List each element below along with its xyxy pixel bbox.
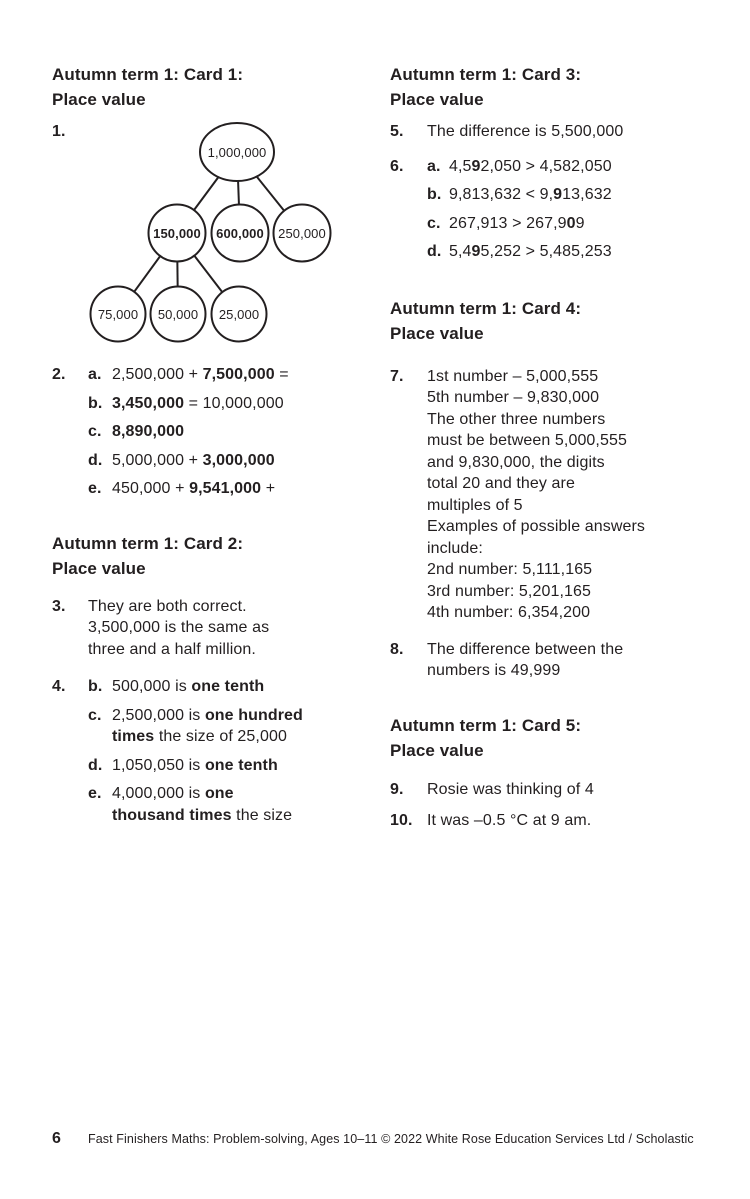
number-tree-diagram (78, 118, 340, 350)
item-content (88, 364, 367, 500)
answer-item-3 (52, 596, 367, 661)
letter-text (112, 450, 275, 472)
text-line (449, 241, 612, 263)
tree-label-bottom-2: 50,000 (157, 307, 199, 322)
answer-bold-text: one tenth (191, 678, 265, 695)
letter-label: a. (427, 157, 441, 175)
section-title: Autumn term 1: Card 4: (390, 298, 582, 318)
letter-row (427, 184, 730, 206)
text-line (427, 409, 730, 431)
letter-label: c. (427, 214, 441, 232)
letter-row (427, 156, 730, 178)
section-heading-card2 (52, 531, 367, 581)
text-line (427, 602, 730, 624)
item-number: 6. (390, 157, 404, 175)
page-number: 6 (52, 1130, 61, 1147)
item-text (427, 810, 730, 832)
letter-row (88, 676, 367, 698)
text-line (88, 639, 367, 661)
item-text (427, 779, 730, 801)
answer-item-7 (390, 366, 730, 624)
letter-label: d. (88, 756, 103, 774)
answer-text: 4,000,000 is (112, 785, 205, 802)
letter-label: d. (88, 451, 103, 469)
item-text (427, 639, 730, 682)
item-text (88, 596, 367, 661)
letter-text (449, 156, 612, 178)
text-line (427, 639, 730, 661)
text-line (427, 810, 730, 832)
item-text (427, 121, 730, 143)
answer-text: 267,913 > 267,9 (449, 214, 567, 232)
section-title: Autumn term 1: Card 2: (52, 533, 244, 553)
section-title: Autumn term 1: Card 1: (52, 65, 244, 84)
section-title: Autumn term 1: Card 3: (390, 65, 582, 84)
text-line (112, 705, 303, 727)
right-column (390, 62, 730, 832)
letter-label: c. (88, 706, 102, 724)
item-number: 9. (390, 780, 404, 798)
answer-text: The other three numbers (427, 410, 606, 428)
letter-label: e. (88, 480, 102, 497)
text-line (88, 617, 367, 639)
letter-label: e. (88, 785, 102, 802)
answer-text: and 9,830,000, the digits (427, 453, 605, 471)
answer-bold-text: one (204, 785, 234, 802)
answer-text: 2nd number: 5,111,165 (427, 561, 593, 578)
text-line (427, 779, 730, 801)
letter-row (88, 478, 367, 500)
text-line (427, 121, 730, 143)
answer-text: 5,4 (449, 243, 472, 260)
text-line (427, 660, 730, 682)
text-line (88, 596, 367, 618)
answer-item-2 (52, 364, 367, 500)
letter-text (449, 184, 612, 206)
text-line (427, 452, 730, 474)
copyright-credit: Fast Finishers Maths: Problem-solving, Ages 10–11 © 2022 White Rose Education Services Ltd / Scholastic (88, 1132, 694, 1146)
letter-row (88, 393, 367, 415)
letter-text (112, 364, 289, 386)
answer-text: 450,000 + (112, 480, 190, 497)
tree-label-middle-1: 150,000 (153, 226, 201, 241)
text-line (427, 495, 730, 517)
answer-text: 1st number – 5,000,555 (427, 367, 599, 385)
answer-text: 13,632 (562, 186, 612, 203)
item-number: 8. (390, 640, 404, 658)
answer-text: + (261, 480, 276, 497)
answer-text: = (274, 366, 289, 383)
letter-row (88, 783, 367, 826)
text-line (449, 184, 612, 206)
letter-row (88, 705, 367, 748)
answer-bold-text: 3,450,000 (112, 394, 185, 412)
text-line (112, 805, 292, 827)
section-heading-card5 (390, 713, 730, 763)
answer-bold-text: 9 (471, 157, 481, 175)
text-line (112, 393, 284, 415)
answer-text: total 20 and they are (427, 475, 575, 492)
answer-item-4 (52, 676, 367, 826)
letter-row (88, 364, 367, 386)
letter-row (88, 421, 367, 443)
answer-item-5 (390, 121, 730, 143)
text-line (427, 366, 730, 388)
text-line (427, 559, 730, 581)
tree-label-bottom-1: 75,000 (97, 307, 139, 322)
answer-text: They are both correct. (88, 597, 247, 615)
text-line (427, 430, 730, 452)
answer-text: 1,050,050 is (112, 756, 205, 774)
section-heading-card1 (52, 62, 367, 112)
answer-text: 2,500,000 is (112, 706, 205, 724)
answer-text: 3rd number: 5,201,165 (427, 582, 591, 600)
answer-text: must be between 5,000,555 (427, 432, 627, 449)
answer-text: It was –0.5 °C at 9 am. (427, 812, 592, 829)
answer-text: 4,5 (449, 157, 472, 175)
answer-bold-text: 3,000,000 (202, 451, 275, 469)
answer-text: numbers is 49,999 (427, 662, 561, 679)
text-line (112, 676, 264, 698)
answer-item-10 (390, 810, 730, 832)
answer-text: 9 (575, 214, 585, 232)
answer-text: 2,050 > 4,582,050 (480, 157, 612, 175)
answer-text: 5th number – 9,830,000 (427, 389, 600, 406)
answer-text: The difference is 5,500,000 (427, 123, 624, 140)
text-line (112, 450, 275, 472)
answer-bold-text: 8,890,000 (112, 423, 185, 440)
text-line (427, 387, 730, 409)
answer-bold-text: times (112, 728, 155, 745)
answer-text: the size (231, 806, 293, 824)
item-number: 5. (390, 123, 404, 140)
answer-text: = 10,000,000 (184, 394, 284, 412)
letter-text (449, 241, 612, 263)
answer-bold-text: 7,500,000 (202, 366, 275, 383)
text-line (112, 364, 289, 386)
answer-bold-text: thousand times (112, 806, 232, 824)
text-line (112, 755, 278, 777)
answer-item-9 (390, 779, 730, 801)
letter-text (112, 421, 184, 443)
item-content (427, 156, 730, 263)
section-subtitle: Place value (52, 558, 146, 578)
text-line (449, 213, 585, 235)
text-line (427, 538, 730, 560)
letter-row (88, 755, 367, 777)
answer-bold-text: 9 (553, 186, 563, 203)
letter-text (449, 213, 585, 235)
section-heading-card3 (390, 62, 730, 112)
letter-row (88, 450, 367, 472)
letter-text (112, 783, 292, 826)
letter-label: a. (88, 366, 102, 383)
section-subtitle: Place value (390, 90, 484, 109)
letter-label: c. (88, 423, 102, 440)
text-line (112, 421, 184, 443)
letter-row (427, 241, 730, 263)
letter-label: d. (427, 243, 442, 260)
answer-item-6 (390, 156, 730, 263)
answer-text: 5,252 > 5,485,253 (480, 243, 612, 260)
answer-item-1 (52, 121, 367, 355)
answer-text: The difference between the (427, 640, 624, 658)
text-line (427, 516, 730, 538)
item-text (427, 366, 730, 624)
answer-text: 2,500,000 + (112, 366, 203, 383)
letter-text (112, 393, 284, 415)
section-subtitle: Place value (390, 740, 484, 760)
answer-text: 3,500,000 is the same as (88, 619, 270, 636)
answer-text: 5,000,000 + (112, 451, 203, 469)
text-line (112, 783, 292, 805)
item-number: 3. (52, 597, 66, 615)
answer-bold-text: one tenth (204, 756, 278, 774)
answer-text: Rosie was thinking of 4 (427, 780, 594, 798)
letter-text (112, 705, 303, 748)
answer-bold-text: 0 (566, 214, 576, 232)
item-number: 7. (390, 367, 404, 385)
answer-text: 500,000 is (112, 678, 192, 695)
tree-label-middle-2: 600,000 (216, 226, 264, 241)
letter-text (112, 676, 264, 698)
answer-text: Examples of possible answers (427, 518, 646, 535)
answer-bold-text: 9,541,000 (189, 480, 262, 497)
answer-item-8 (390, 639, 730, 682)
letter-label: b. (88, 394, 103, 412)
text-line (449, 156, 612, 178)
answer-text: multiples of 5 (427, 496, 523, 514)
answer-bold-text: one hundred (204, 706, 303, 724)
section-subtitle: Place value (52, 90, 146, 109)
answer-text: three and a half million. (88, 640, 256, 658)
item-content (88, 676, 367, 826)
answer-bold-text: 9 (471, 243, 481, 260)
letter-label: b. (427, 186, 442, 203)
item-number: 4. (52, 678, 66, 695)
letter-label: b. (88, 678, 103, 695)
answer-text: the size of 25,000 (154, 728, 287, 745)
tree-label-middle-3: 250,000 (278, 226, 326, 241)
section-heading-card4 (390, 296, 730, 346)
answer-text: 9,813,632 < 9, (449, 186, 554, 203)
left-column (52, 62, 367, 826)
item-number: 2. (52, 366, 66, 383)
text-line (112, 726, 303, 748)
tree-label-bottom-3: 25,000 (218, 307, 260, 322)
letter-row (427, 213, 730, 235)
item-number: 1. (52, 123, 66, 140)
text-line (427, 473, 730, 495)
letter-text (112, 755, 278, 777)
answer-text: include: (427, 539, 483, 557)
section-subtitle: Place value (390, 323, 484, 343)
item-number: 10. (390, 812, 413, 829)
page-footer (52, 1130, 732, 1148)
answer-text: 4th number: 6,354,200 (427, 604, 591, 621)
text-line (112, 478, 275, 500)
text-line (427, 581, 730, 603)
letter-text (112, 478, 275, 500)
section-title: Autumn term 1: Card 5: (390, 715, 582, 735)
tree-label-root: 1,000,000 (207, 145, 267, 160)
